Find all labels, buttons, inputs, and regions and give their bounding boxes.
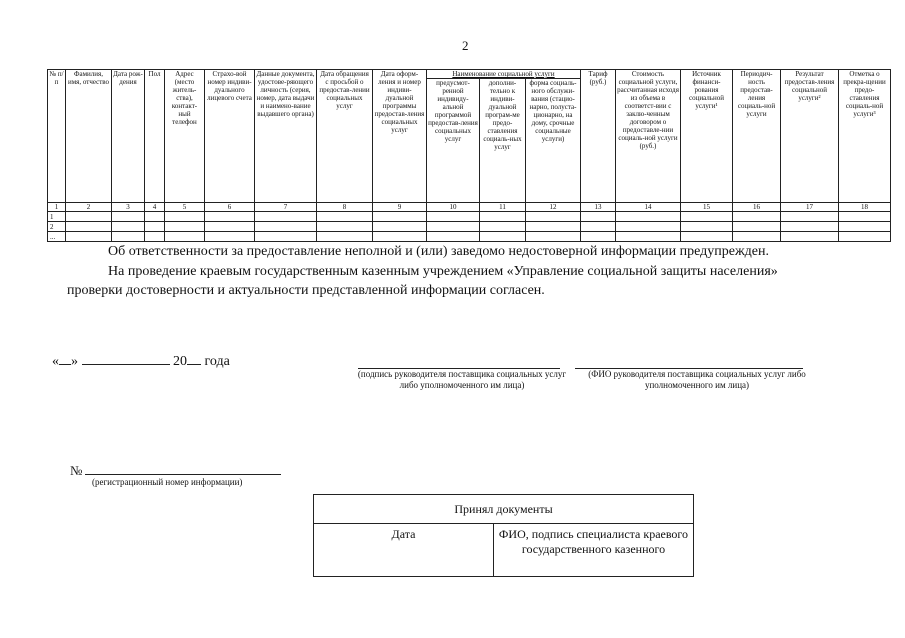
column-number: 8 [317,203,373,212]
accept-title: Принял документы [314,495,694,524]
header-cell: Результат предостав-ления социальной услуги² [781,70,839,203]
accept-date-label: Дата [391,527,416,541]
column-number: 14 [616,203,681,212]
column-number: 6 [205,203,255,212]
column-number: 18 [839,203,891,212]
header-cell: № п/п [48,70,66,203]
row-number: 2 [48,222,66,232]
column-number: 2 [66,203,112,212]
column-number: 4 [145,203,165,212]
header-cell: Страхо-вой номер индиви-дуального лицевого счета [205,70,255,203]
group-header-cell: Наименование социальной услуги [427,70,581,79]
header-cell: Фамилия, имя, отчество [66,70,112,203]
year-prefix: 20 [173,354,187,369]
open-quote: « [52,354,59,369]
consent-statement: На проведение краевым государственным казенным учреждением «Управление социальной защиты населения» [108,264,778,279]
column-number: 12 [526,203,581,212]
column-number: 3 [112,203,145,212]
column-number: 15 [681,203,733,212]
column-number: 5 [165,203,205,212]
header-cell: Дата обращения с просьбой о предостав-лении социальных услуг [317,70,373,203]
header-cell: Периодич-ность предостав-ления социаль-ной услуги [733,70,781,203]
header-cell: Данные документа, удостове-ряющего личность (серия, номер, дата выдачи и наимено-вание выдавшего органа) [255,70,317,203]
consent-statement-continued: проверки достоверности и актуальности представленной информации согласен. [67,283,545,298]
column-number: 11 [480,203,526,212]
page-number: 2 [462,38,469,53]
column-number: 13 [581,203,616,212]
accept-date-cell[interactable] [314,524,494,577]
column-number: 7 [255,203,317,212]
header-cell: Адрес (место житель-ства), контакт-ный телефон [165,70,205,203]
registration-caption: (регистрационный номер информации) [92,477,243,487]
registration-number-field[interactable] [85,462,281,475]
table-header-row [48,70,891,79]
row-number: 1 [48,212,66,222]
day-field[interactable] [59,352,71,365]
header-cell: Пол [145,70,165,203]
year-field[interactable] [187,352,201,365]
number-sign: № [70,463,83,478]
table-row [48,222,891,232]
table-row [48,212,891,222]
subheader-cell: предусмот-ренной индивиду-альной программой предостав-ления социальных услуг [427,79,480,203]
header-cell: Отметка о прекра-щении предо-ставления социаль-ной услуги³ [839,70,891,203]
column-number: 10 [427,203,480,212]
header-cell: Тариф (руб.) [581,70,616,203]
accept-fio-label: ФИО, подпись специалиста краевого государственного казенного [498,527,689,556]
close-quote: » [71,354,78,369]
column-number: 9 [373,203,427,212]
date-line [52,352,230,370]
row-number: ... [48,232,66,242]
year-suffix: года [204,354,230,369]
column-number: 1 [48,203,66,212]
subheader-cell: дополни-тельно к индиви-дуальной програм-ме предо-ставления социаль-ных услуг [480,79,526,203]
accept-fio-cell[interactable] [494,524,694,577]
social-services-table [47,69,891,242]
column-number-row [48,203,891,212]
fio-caption: (ФИО руководителя поставщика социальных услуг либо уполномоченного им лица) [588,369,806,390]
signature-caption: (подпись руководителя поставщика социальных услуг либо уполномоченного им лица) [357,369,567,390]
column-number: 17 [781,203,839,212]
accept-documents-table [313,494,694,577]
table-row [48,232,891,242]
header-cell: Дата оформ-ления и номер индиви-дуальной программы предостав-ления социальных услуг [373,70,427,203]
header-cell: Дата рож-дения [112,70,145,203]
subheader-cell: форма социаль-ного обслужи-вания (стацио-нарно, полуста-ционарно, на дому, срочные социальные услуги) [526,79,581,203]
column-number: 16 [733,203,781,212]
month-field[interactable] [82,352,170,365]
header-cell: Источник финанси-рования социальной услуги¹ [681,70,733,203]
responsibility-statement: Об ответственности за предоставление неполной и (или) заведомо недостоверной информации предупрежден. [108,244,770,259]
header-cell: Стоимость социальной услуги, рассчитанная исходя из объема в соответст-вии с заклю-ченным договором о предоставле-нии социаль-ной услуги (руб.) [616,70,681,203]
